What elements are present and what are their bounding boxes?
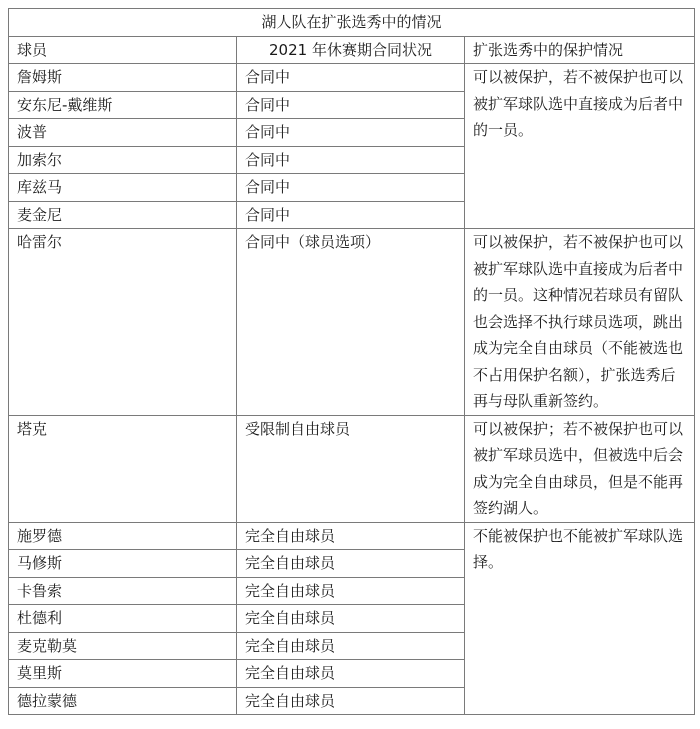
protection-note-cell: 可以被保护；若不被保护也可以被扩军球员选中，但被选中后会成为完全自由球员，但是不能再签约湖人。 xyxy=(465,415,695,522)
table-row xyxy=(9,64,695,92)
player-name-cell: 库兹马 xyxy=(9,174,237,202)
header-protection-status: 扩张选秀中的保护情况 xyxy=(465,36,695,64)
protection-note-cell: 不能被保护也不能被扩军球队选择。 xyxy=(465,522,695,715)
lakers-expansion-draft-table xyxy=(8,8,695,715)
header-contract-status: 2021 年休赛期合同状况 xyxy=(237,36,465,64)
protection-note-cell: 可以被保护，若不被保护也可以被扩军球队选中直接成为后者中的一员。这种情况若球员有留队也会选择不执行球员选项，跳出成为完全自由球员（不能被选也不占用保护名额），扩张选秀后再与母队重新签约。 xyxy=(465,229,695,416)
player-name-cell: 莫里斯 xyxy=(9,660,237,688)
contract-status-cell: 完全自由球员 xyxy=(237,660,465,688)
header-player: 球员 xyxy=(9,36,237,64)
contract-status-cell: 合同中 xyxy=(237,201,465,229)
table-title: 湖人队在扩张选秀中的情况 xyxy=(9,9,695,37)
table-row xyxy=(9,415,695,522)
player-name-cell: 加索尔 xyxy=(9,146,237,174)
contract-status-cell: 受限制自由球员 xyxy=(237,415,465,522)
player-name-cell: 卡鲁索 xyxy=(9,577,237,605)
contract-status-cell: 合同中 xyxy=(237,174,465,202)
player-name-cell: 施罗德 xyxy=(9,522,237,550)
player-name-cell: 詹姆斯 xyxy=(9,64,237,92)
contract-status-cell: 完全自由球员 xyxy=(237,632,465,660)
player-name-cell: 波普 xyxy=(9,119,237,147)
contract-status-cell: 合同中（球员选项） xyxy=(237,229,465,416)
player-name-cell: 德拉蒙德 xyxy=(9,687,237,715)
player-name-cell: 哈雷尔 xyxy=(9,229,237,416)
contract-status-cell: 合同中 xyxy=(237,119,465,147)
contract-status-cell: 完全自由球员 xyxy=(237,605,465,633)
table-row xyxy=(9,229,695,416)
header-row xyxy=(9,36,695,64)
player-name-cell: 塔克 xyxy=(9,415,237,522)
player-name-cell: 杜德利 xyxy=(9,605,237,633)
contract-status-cell: 合同中 xyxy=(237,64,465,92)
table-row xyxy=(9,522,695,550)
player-name-cell: 麦金尼 xyxy=(9,201,237,229)
player-name-cell: 安东尼-戴维斯 xyxy=(9,91,237,119)
player-name-cell: 马修斯 xyxy=(9,550,237,578)
title-row xyxy=(9,9,695,37)
contract-status-cell: 完全自由球员 xyxy=(237,577,465,605)
contract-status-cell: 合同中 xyxy=(237,91,465,119)
contract-status-cell: 合同中 xyxy=(237,146,465,174)
protection-note-cell: 可以被保护，若不被保护也可以被扩军球队选中直接成为后者中的一员。 xyxy=(465,64,695,229)
contract-status-cell: 完全自由球员 xyxy=(237,687,465,715)
player-name-cell: 麦克勒莫 xyxy=(9,632,237,660)
contract-status-cell: 完全自由球员 xyxy=(237,522,465,550)
contract-status-cell: 完全自由球员 xyxy=(237,550,465,578)
